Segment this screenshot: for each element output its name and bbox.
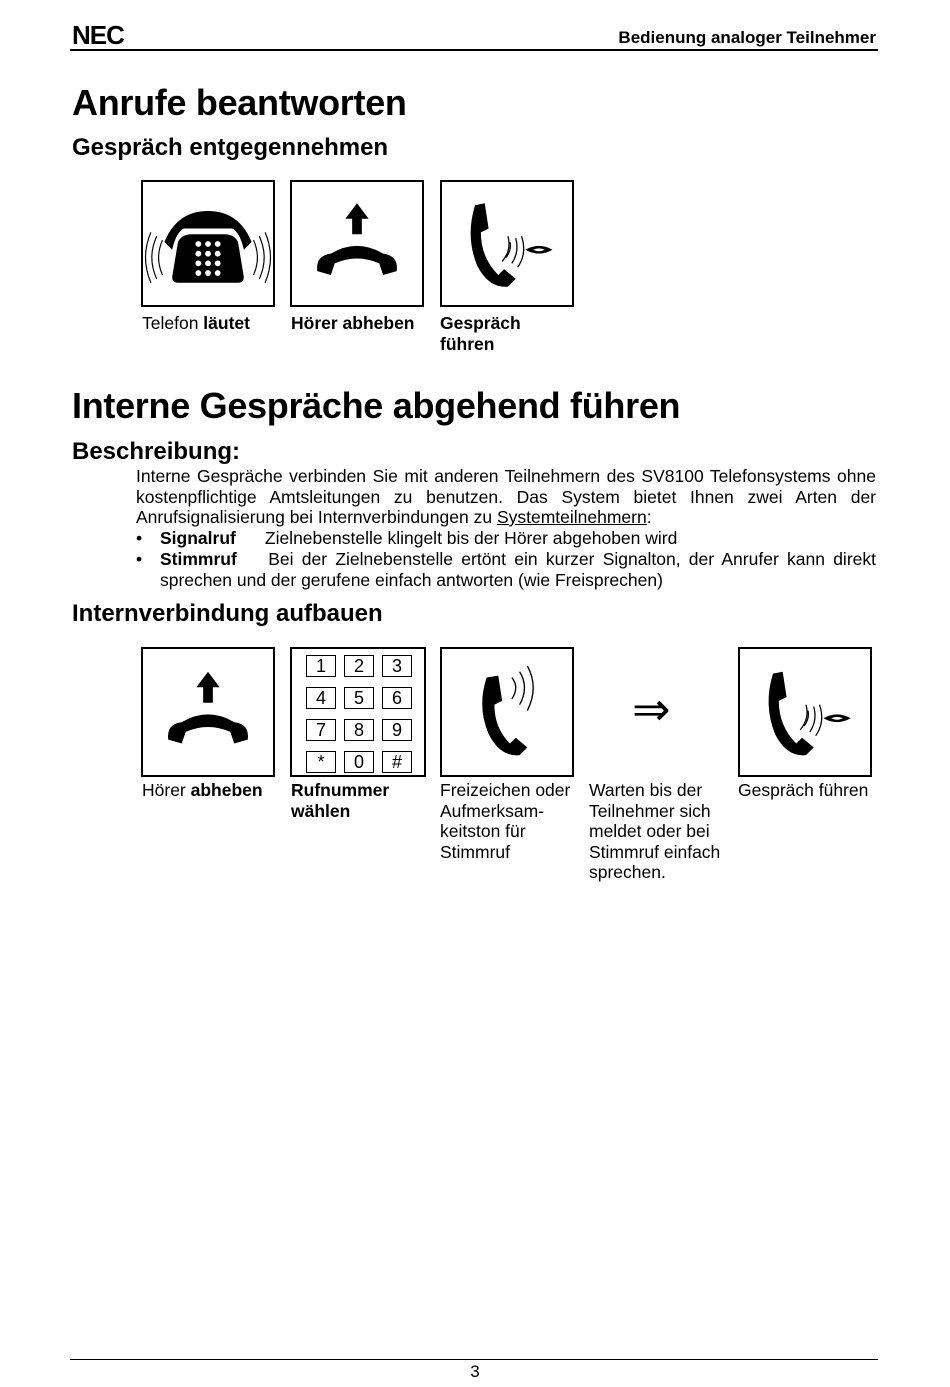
running-title: Bedienung analoger Teilnehmer	[618, 28, 876, 47]
description-text: Interne Gespräche verbinden Sie mit anderen Teilnehmern des SV8100 Telefonsystems ohne kostenpflichtige Amtsleitungen zu benutzen. Das System bietet Ihnen zwei Arten der Anrufsignalisierung bei Internverbindungen zu Systemteilnehmern:	[136, 466, 876, 527]
keypad-key: 9	[382, 719, 412, 741]
description-heading: Beschreibung:	[72, 438, 241, 465]
keypad-key: 6	[382, 687, 412, 709]
step2-tone-caption: Freizeichen oder Aufmerksam-keitston für Stimmruf	[440, 780, 571, 862]
step-talk-caption: Gespräch führen	[440, 313, 521, 354]
step2-talk-caption: Gespräch führen	[738, 780, 869, 800]
page-number: 3	[470, 1362, 480, 1381]
keypad-key: 8	[344, 719, 374, 741]
arrow-icon: ⇒	[632, 683, 671, 735]
step2-dial-caption: Rufnummer wählen	[291, 780, 390, 821]
header-rule	[70, 49, 878, 51]
keypad-key: *	[306, 751, 336, 773]
keypad-key: 1	[306, 655, 336, 677]
bullet-signalruf: • Signalruf Zielnebenstelle klingelt bis der Hörer abgehoben wird	[136, 528, 678, 548]
keypad-key: 4	[306, 687, 336, 709]
section2-title: Interne Gespräche abgehend führen	[72, 385, 681, 426]
handset-tone-icon	[440, 647, 574, 777]
step-ringing-caption: Telefon läutet	[142, 313, 250, 333]
footer-rule	[70, 1359, 878, 1360]
lift-handset-icon	[290, 180, 424, 307]
section1-title: Anrufe beantworten	[72, 82, 407, 123]
step2-lift-caption: Hörer abheben	[142, 780, 263, 800]
keypad-key: 0	[344, 751, 374, 773]
bullet-stimmruf: • Stimmruf Bei der Zielnebenstelle ertönt ein kurzer Signalton, der Anrufer kann direkt sprechen und der gerufene einfach antworten (wie Freisprechen)	[136, 549, 876, 590]
keypad-key: 5	[344, 687, 374, 709]
keypad-key: #	[382, 751, 412, 773]
step-lift-caption: Hörer abheben	[291, 313, 415, 333]
keypad-key: 3	[382, 655, 412, 677]
section2-subtitle: Internverbindung aufbauen	[72, 600, 383, 627]
lift-handset-icon	[141, 647, 275, 777]
section1-subtitle: Gespräch entgegennehmen	[72, 134, 389, 161]
talking-handset-icon	[738, 647, 872, 777]
nec-logo	[72, 22, 144, 48]
svg-text:NEC: NEC	[72, 22, 124, 48]
keypad-icon	[290, 647, 426, 777]
keypad-key: 2	[344, 655, 374, 677]
keypad-key: 7	[306, 719, 336, 741]
systemteilnehmer-link[interactable]: Systemteilnehmern	[496, 507, 647, 527]
talking-handset-icon	[440, 180, 574, 307]
step2-wait-caption: Warten bis der Teilnehmer sich meldet oder bei Stimmruf einfach sprechen.	[589, 780, 721, 882]
ringing-phone-icon	[141, 180, 275, 307]
